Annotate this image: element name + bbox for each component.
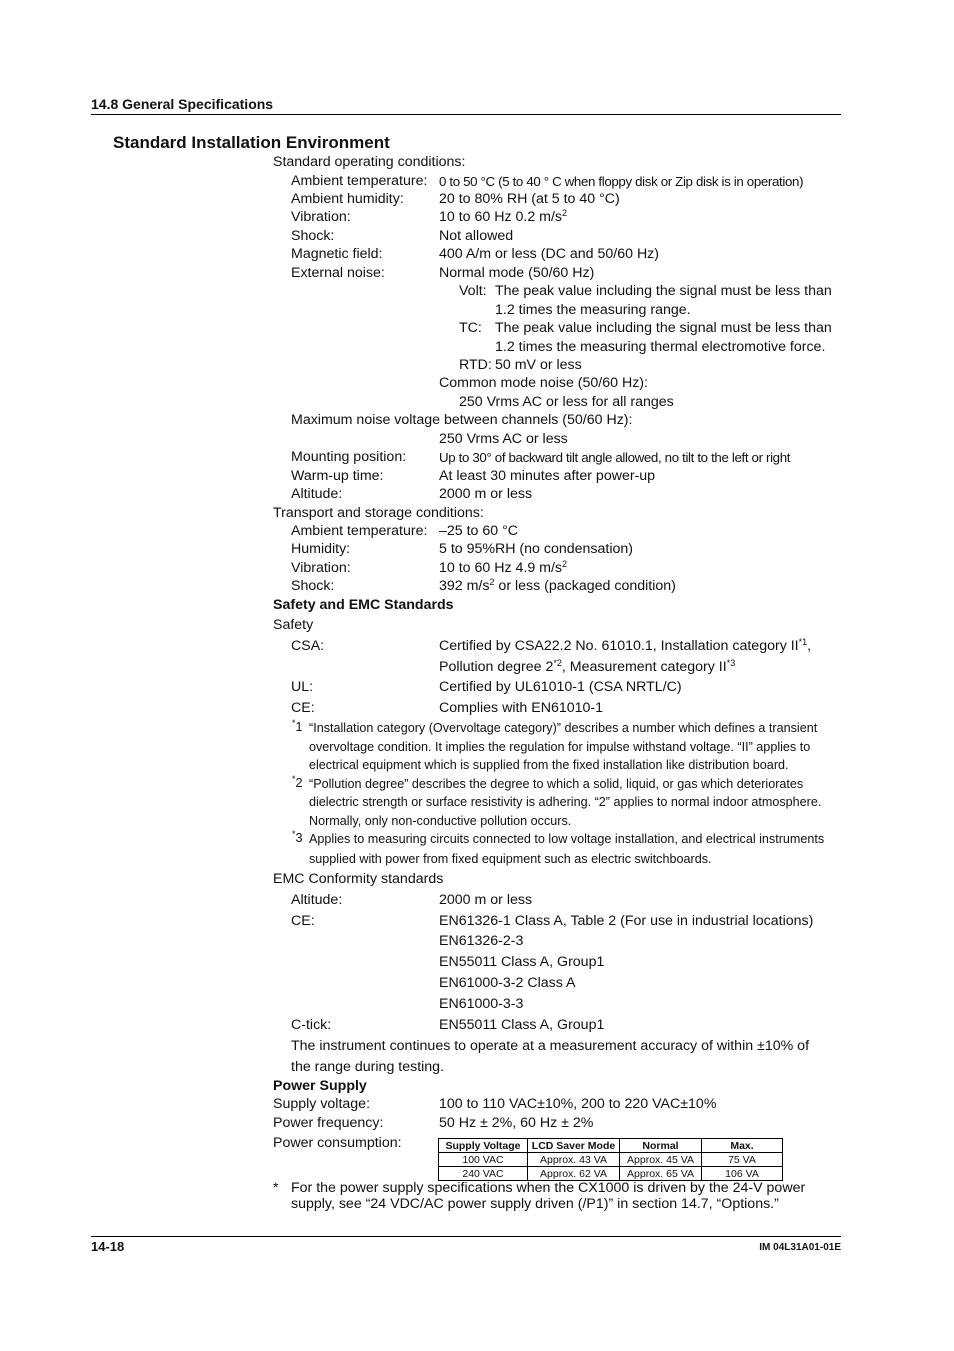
tr-shock-label: Shock: [291, 578, 335, 594]
tr-ambient-temp-value: –25 to 60 °C [439, 523, 519, 539]
note2-line1: “Pollution degree” describes the degree to which a solid, liquid, or gas which deteriorates [309, 777, 804, 791]
csa-line1: Certified by CSA22.2 No. 61010.1, Installation category II$^{*1}$, [439, 637, 812, 654]
emc-ce-value-5: EN61000-3-3 [439, 996, 524, 1012]
note3-line2: supplied with power from fixed equipment such as electric switchboards. [309, 852, 712, 866]
ul-label: UL: [291, 679, 314, 695]
table-cell: Approx. 65 VA [620, 1167, 702, 1181]
power-consumption-table [438, 1138, 783, 1181]
tr-vibration-value: 10 to 60 Hz 4.9 $m/s^2$ [439, 559, 568, 576]
transport-heading: Transport and storage conditions: [273, 505, 484, 521]
op-tc-line2: 1.2 times the measuring thermal electromotive force. [495, 339, 826, 355]
ce-safety-label: CE: [291, 700, 315, 716]
op-ambient-temp-label: Ambient temperature: [291, 173, 428, 189]
safety-subheading: Safety [273, 617, 314, 633]
emc-altitude-value: 2000 m or less [439, 892, 533, 908]
op-vibration-label: Vibration: [291, 209, 351, 225]
op-humidity-value: 20 to 80% RH (at 5 to 40 °C) [439, 191, 620, 207]
note1-line2: overvoltage condition. It implies the regulation for impulse withstand voltage. “II” applies to [309, 740, 811, 754]
safety-heading: Safety and EMC Standards [273, 597, 454, 613]
op-rtd-value: 50 mV or less [495, 357, 582, 373]
table-cell: Approx. 62 VA [528, 1167, 620, 1181]
op-max-noise: Maximum noise voltage between channels (50/60 Hz): [291, 412, 633, 428]
note3-line1: Applies to measuring circuits connected to low voltage installation, and electrical instruments [309, 832, 825, 846]
op-vibration-value: 10 to 60 Hz 0.2 $m/s^2$ [439, 208, 568, 225]
op-altitude-value: 2000 m or less [439, 486, 533, 502]
op-ambient-temp-value: 0 to 50 °C (5 to 40 ° C when floppy disk or Zip disk is in operation) [439, 174, 804, 189]
csa-label: CSA: [291, 638, 325, 654]
table-header-cell: Max. [702, 1139, 783, 1153]
power-heading: Power Supply [273, 1078, 367, 1094]
footer-rule [91, 1236, 841, 1237]
op-mounting-value: Up to 30° of backward tilt angle allowed, no tilt to the left or right [439, 450, 791, 465]
table-row [439, 1153, 783, 1167]
emc-ce-value-4: EN61000-3-2 Class A [439, 975, 576, 991]
note1-line1: “Installation category (Overvoltage category)” describes a number which defines a transient [309, 721, 818, 735]
power-footnote-line2: supply, see “24 VDC/AC power supply driven (/P1)” in section 14.7, “Options.” [291, 1196, 779, 1212]
tr-vibration-label: Vibration: [291, 560, 351, 576]
op-humidity-label: Ambient humidity: [291, 191, 404, 207]
header-rule [91, 114, 841, 115]
op-magnetic-value: 400 A/m or less (DC and 50/60 Hz) [439, 246, 660, 262]
op-common-mode: Common mode noise (50/60 Hz): [439, 375, 648, 391]
operating-heading: Standard operating conditions: [273, 154, 466, 170]
emc-note-line1: The instrument continues to operate at a measurement accuracy of within ±10% of [291, 1038, 810, 1054]
emc-ce-value-1: EN61326-1 Class A, Table 2 (For use in industrial locations) [439, 913, 814, 929]
table-header-cell: LCD Saver Mode [528, 1139, 620, 1153]
op-common-mode-value: 250 Vrms AC or less for all ranges [459, 394, 674, 410]
note2-marker: *2 [292, 774, 303, 790]
csa-line2: Pollution degree 2$^{*2}$, Measurement category II$^{*3}$ [439, 658, 736, 675]
tr-shock-value: 392 $m/s^2$ or less (packaged condition) [439, 577, 676, 594]
power-footnote-line1: For the power supply specifications when the CX1000 is driven by the 24-V power [291, 1180, 806, 1196]
table-cell: 106 VA [702, 1167, 783, 1181]
ctick-label: C-tick: [291, 1017, 332, 1033]
supply-voltage-label: Supply voltage: [273, 1096, 371, 1112]
op-volt-label: Volt: [459, 283, 487, 299]
op-shock-value: Not allowed [439, 228, 514, 244]
tr-humidity-label: Humidity: [291, 541, 351, 557]
table-header-cell: Normal [620, 1139, 702, 1153]
emc-heading: EMC Conformity standards [273, 871, 444, 887]
table-header-cell: Supply Voltage [439, 1139, 528, 1153]
op-altitude-label: Altitude: [291, 486, 343, 502]
op-noise-label: External noise: [291, 265, 385, 281]
op-tc-line1: The peak value including the signal must be less than [495, 320, 832, 336]
op-max-noise-value: 250 Vrms AC or less [439, 431, 568, 447]
op-magnetic-label: Magnetic field: [291, 246, 383, 262]
supply-voltage-value: 100 to 110 VAC±10%, 200 to 220 VAC±10% [439, 1096, 717, 1112]
op-shock-label: Shock: [291, 228, 335, 244]
table-cell: Approx. 45 VA [620, 1153, 702, 1167]
emc-ce-value-3: EN55011 Class A, Group1 [439, 954, 605, 970]
ce-safety-value: Complies with EN61010-1 [439, 700, 604, 716]
document-id: IM 04L31A01-01E [759, 1242, 841, 1253]
table-cell: 100 VAC [439, 1153, 528, 1167]
table-header-row [439, 1139, 783, 1153]
op-volt-line2: 1.2 times the measuring range. [495, 302, 691, 318]
op-rtd-label: RTD: [459, 357, 492, 373]
emc-note-line2: the range during testing. [291, 1059, 445, 1075]
ul-value: Certified by UL61010-1 (CSA NRTL/C) [439, 679, 682, 695]
note2-line2: dielectric strength or surface resistivity is adhering. “2” applies to normal indoor atmosphere. [309, 795, 822, 809]
power-footnote-mark: * [273, 1180, 279, 1196]
page-title: Standard Installation Environment [113, 133, 390, 152]
op-mounting-label: Mounting position: [291, 449, 407, 465]
table-cell: 240 VAC [439, 1167, 528, 1181]
table-row [439, 1167, 783, 1181]
op-tc-label: TC: [459, 320, 482, 336]
power-frequency-value: 50 Hz ± 2%, 60 Hz ± 2% [439, 1115, 594, 1131]
note1-marker: *1 [292, 718, 303, 734]
power-consumption-label: Power consumption: [273, 1135, 402, 1151]
page-number: 14-18 [91, 1239, 125, 1254]
op-volt-line1: The peak value including the signal must be less than [495, 283, 832, 299]
power-frequency-label: Power frequency: [273, 1115, 384, 1131]
tr-humidity-value: 5 to 95%RH (no condensation) [439, 541, 634, 557]
emc-ce-label: CE: [291, 913, 315, 929]
op-noise-value: Normal mode (50/60 Hz) [439, 265, 595, 281]
note2-line3: Normally, only non-conductive pollution occurs. [309, 814, 572, 828]
emc-altitude-label: Altitude: [291, 892, 343, 908]
note3-marker: *3 [292, 829, 303, 845]
table-cell: Approx. 43 VA [528, 1153, 620, 1167]
table-cell: 75 VA [702, 1153, 783, 1167]
ctick-value: EN55011 Class A, Group1 [439, 1017, 605, 1033]
tr-ambient-temp-label: Ambient temperature: [291, 523, 428, 539]
note1-line3: electrical equipment which is supplied from the fixed installation like distribution board. [309, 758, 789, 772]
op-warmup-label: Warm-up time: [291, 468, 384, 484]
op-warmup-value: At least 30 minutes after power-up [439, 468, 656, 484]
running-header: 14.8 General Specifications [91, 96, 274, 112]
emc-ce-value-2: EN61326-2-3 [439, 933, 524, 949]
